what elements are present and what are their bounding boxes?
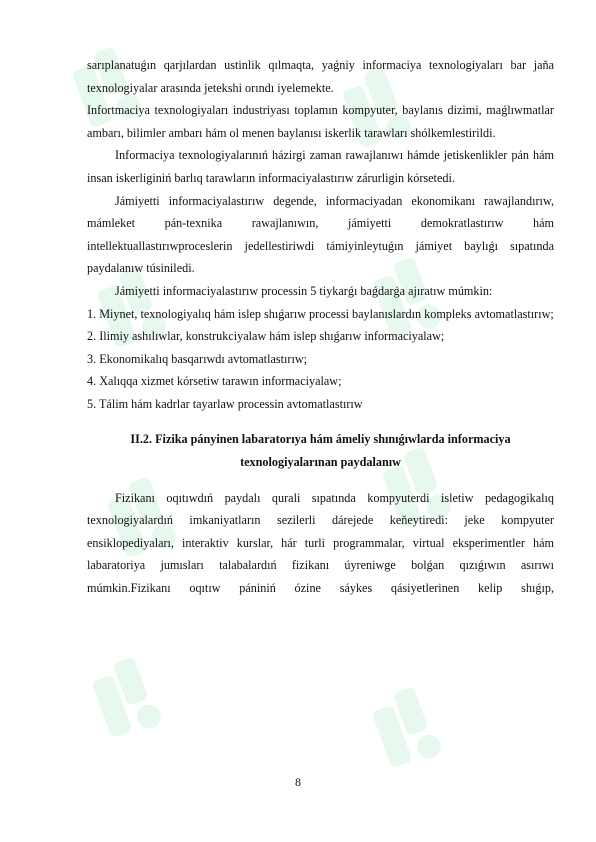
list-item: 2. Ilimiy ashılıwlar, konstrukciyalaw hám islep shıǵarıw informaciyalaw; [87,329,445,344]
paragraph: sarıplanatuǵın qarjılardan ustinlik qılmaqta, yaǵniy informaciya texnologiyaları bar jaňa texnologiyalar arasında jetekshi orındı iyelemekte. [87,58,554,95]
body-text [87,54,554,599]
list-item: 1. Miynet, texnologiyalıq hám islep shıǵarıw processi baylanıslardın kompleks avtomatlastırıw; [87,306,554,321]
page-number: 8 [295,775,301,789]
list-item: 4. Xalıqqa xizmet kórsetiw tarawın informaciyalaw; [87,374,342,389]
paragraph: Jámiyetti informaciyalastırıw processin 5 tiykarǵı baǵdarǵa ajıratıw múmkin: [115,283,493,298]
paragraph: Informaciya texnologiyalarınıń házirgi zaman rawajlanıwı hámde jetiskenlikler pán hám insan iskerliginiń barlıq tarawların informaciyalastırıw zárurligin kórsetedi. [87,148,554,185]
list-item: 3. Ekonomikalıq basqarıwdı avtomatlastırıw; [87,351,308,366]
watermark-logo-icon [80,650,180,750]
section-heading-line: texnologiyalarınan paydalanıw [240,454,401,469]
section-heading-line: II.2. Fizika pányinen labaratorıya hám ámeliy shınıǵıwlarda informaciya [130,431,511,446]
section-heading [87,428,554,474]
paragraph: Jámiyetti informaciyalastırıw degende, informaciyadan ekonomikanı rawajlandırıw, mámleket pán-texnika rawajlanıwın, jámiyetti demokratlastırıw hám intellektuallastırıwproceslerin jedellestiriwdi támiyinleytuǵın jámiyet baylıǵı sıpatında paydalanıw túsiniledi. [87,193,554,276]
list-item: 5. Tálim hám kadrlar tayarlaw processin avtomatlastırıw [87,396,363,411]
paragraph: Infortmaciya texnologiyaları industriyası toplamın kompyuter, baylanıs dizimi, maǵlıwmatlar ambarı, bilimler ambarı hám ol menen baylanısı iskerlik tarawları shólkemlestirildi. [87,103,554,140]
paragraph: Fizikanı oqıtıwdıń paydalı qurali sıpatında kompyuterdi isletiw pedagogikalıq texnologiyalardıń imkaniyatların sezilerli dárejede keňeytiredi: jeke kompyuter ensiklopediyaları, interaktiv kurslar, hár turli programmalar, virtual eksperimentler hám labaratoriya jumısları talabalardıń fizikanı úyreniwge bolǵan qızıǵıwın asırıwı múmkin.Fizikanı oqıtıw pániniń ózine sáykes qásiyetlerinen kelip shıǵıp, [87,490,554,595]
watermark-logo-icon [360,680,460,780]
